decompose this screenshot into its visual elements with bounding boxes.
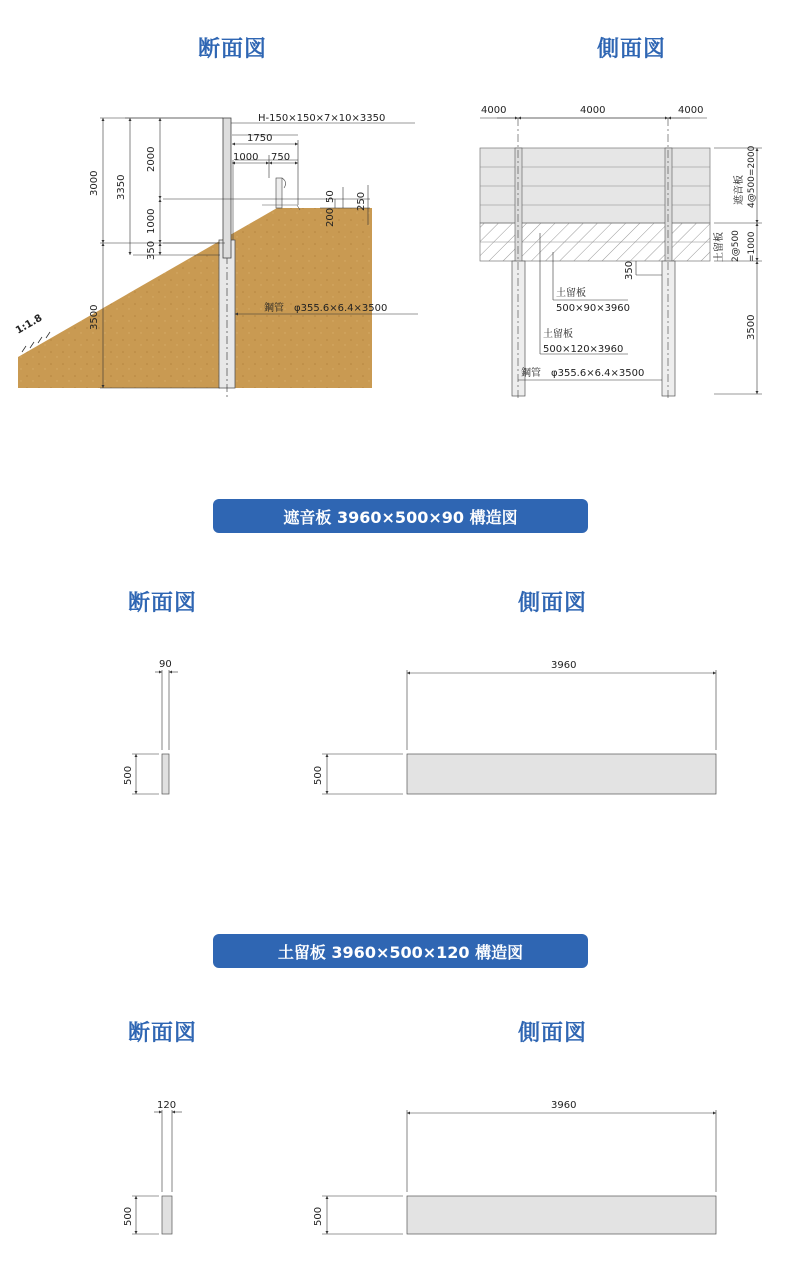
noise-board-drawings	[123, 659, 716, 794]
side-noise-label: 遮音板	[734, 175, 745, 205]
p1-height: 500	[123, 765, 134, 785]
dim-50: 50	[325, 190, 336, 203]
soil-board-drawings	[123, 1100, 716, 1234]
side-dim-4000-center: 4000	[580, 105, 606, 116]
side-ann-soil120-a: 土留板	[543, 329, 573, 340]
side-drawing	[480, 105, 762, 400]
banner-noise-board: 遮音板 3960×500×90 構造図	[213, 499, 588, 533]
side-ann-soil90-b: 500×90×3960	[556, 303, 631, 314]
p2-length: 3960	[551, 1100, 577, 1111]
p1-side-title: 側面図	[518, 591, 588, 616]
dim-h-steel: H-150×150×7×10×3350	[258, 113, 386, 124]
p2-side-height: 500	[313, 1206, 324, 1226]
p2-height: 500	[123, 1206, 134, 1226]
side-soil-dim1: 2@500	[731, 230, 741, 262]
dim-250: 250	[356, 191, 367, 211]
p1-side-height: 500	[313, 765, 324, 785]
side-dim-3500: 3500	[746, 314, 757, 340]
h-steel-post	[223, 118, 231, 258]
dim-3500: 3500	[89, 304, 100, 330]
p1-width: 90	[159, 659, 172, 670]
side-soil-label: 土留板	[714, 232, 725, 262]
noise-board-area	[480, 148, 710, 223]
dim-3000: 3000	[89, 170, 100, 196]
side-soil-dim2: =1000	[747, 231, 757, 262]
side-ann-soil120-b: 500×120×3960	[543, 344, 624, 355]
p2-width: 120	[157, 1100, 177, 1111]
p1-section-title: 断面図	[128, 591, 198, 616]
dim-750: 750	[271, 152, 291, 163]
soil-board-section	[162, 1196, 172, 1234]
dim-1000-v: 1000	[146, 208, 157, 234]
soil-board-side	[407, 1196, 716, 1234]
p2-section-title: 断面図	[128, 1021, 198, 1046]
top-side-title: 側面図	[597, 37, 667, 62]
pipe-label: 鋼管 φ355.6×6.4×3500	[264, 303, 388, 314]
banner-retaining-board: 土留板 3960×500×120 構造図	[213, 934, 588, 968]
side-dim-4000-left: 4000	[481, 105, 507, 116]
noise-board-side	[407, 754, 716, 794]
p1-length: 3960	[551, 660, 577, 671]
dim-3350: 3350	[116, 174, 127, 200]
side-pipe-label: 鋼管 φ355.6×6.4×3500	[521, 368, 645, 379]
top-section-title: 断面図	[198, 37, 268, 62]
p2-side-title: 側面図	[518, 1021, 588, 1046]
section-drawing	[14, 113, 418, 398]
side-noise-dim: 4@500=2000	[747, 145, 757, 208]
dim-350: 350	[146, 240, 157, 260]
dim-1750: 1750	[247, 133, 273, 144]
slope-ratio: 1:1.8	[14, 312, 45, 337]
side-ann-soil90-a: 土留板	[556, 288, 586, 299]
side-dim-350: 350	[624, 260, 635, 280]
soil-embankment	[18, 208, 372, 388]
dim-1000-h: 1000	[233, 152, 259, 163]
dim-200: 200	[325, 207, 336, 227]
dim-2000: 2000	[146, 146, 157, 172]
side-dim-4000-right: 4000	[678, 105, 704, 116]
noise-board-section	[162, 754, 169, 794]
